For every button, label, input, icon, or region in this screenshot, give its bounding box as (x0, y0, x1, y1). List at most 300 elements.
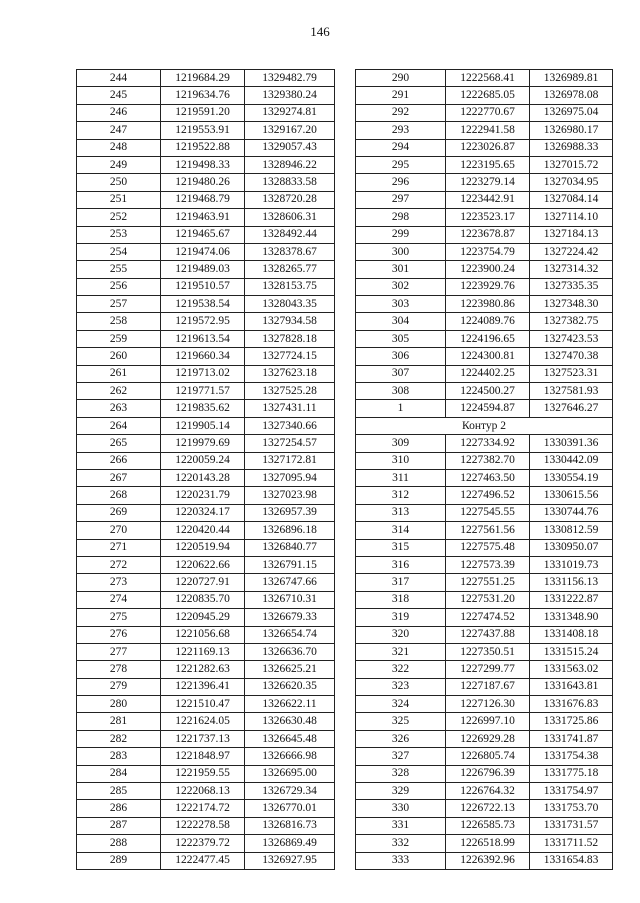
y-coordinate-cell: 1326729.34 (245, 783, 335, 800)
x-coordinate-cell: 1223026.87 (446, 139, 530, 156)
y-coordinate-cell: 1328492.44 (245, 226, 335, 243)
x-coordinate-cell: 1222278.58 (161, 817, 245, 834)
x-coordinate-cell: 1221510.47 (161, 696, 245, 713)
y-coordinate-cell: 1330950.07 (530, 539, 613, 556)
y-coordinate-cell: 1326630.48 (245, 713, 335, 730)
point-number-cell: 264 (77, 417, 161, 434)
x-coordinate-cell: 1219489.03 (161, 261, 245, 278)
point-number-cell: 315 (356, 539, 446, 556)
y-coordinate-cell: 1331711.52 (530, 835, 613, 852)
y-coordinate-cell: 1330744.76 (530, 504, 613, 521)
x-coordinate-cell: 1219522.88 (161, 139, 245, 156)
x-coordinate-cell: 1219835.62 (161, 400, 245, 417)
point-number-cell: 254 (77, 243, 161, 260)
point-number-cell: 284 (77, 765, 161, 782)
point-number-cell: 331 (356, 817, 446, 834)
x-coordinate-cell: 1226585.73 (446, 817, 530, 834)
table-row (77, 122, 335, 139)
point-number-cell: 251 (77, 191, 161, 208)
point-number-cell: 295 (356, 156, 446, 173)
x-coordinate-cell: 1227474.52 (446, 609, 530, 626)
point-number-cell: 298 (356, 209, 446, 226)
x-coordinate-cell: 1226722.13 (446, 800, 530, 817)
point-number-cell: 317 (356, 574, 446, 591)
y-coordinate-cell: 1328833.58 (245, 174, 335, 191)
table-row (77, 748, 335, 765)
table-row (77, 626, 335, 643)
y-coordinate-cell: 1328265.77 (245, 261, 335, 278)
table-row (77, 852, 335, 869)
table-row (356, 296, 613, 313)
y-coordinate-cell: 1331348.90 (530, 609, 613, 626)
y-coordinate-cell: 1327934.58 (245, 313, 335, 330)
x-coordinate-cell: 1219660.34 (161, 348, 245, 365)
table-row (356, 661, 613, 678)
table-row (356, 139, 613, 156)
y-coordinate-cell: 1329167.20 (245, 122, 335, 139)
table-row (356, 435, 613, 452)
point-number-cell: 309 (356, 435, 446, 452)
x-coordinate-cell: 1224089.76 (446, 313, 530, 330)
x-coordinate-cell: 1222770.67 (446, 104, 530, 121)
table-row (356, 174, 613, 191)
point-number-cell: 301 (356, 261, 446, 278)
table-row (77, 643, 335, 660)
table-row (356, 452, 613, 469)
table-row (356, 748, 613, 765)
x-coordinate-cell: 1226805.74 (446, 748, 530, 765)
table-row (356, 539, 613, 556)
table-row (77, 591, 335, 608)
point-number-cell: 293 (356, 122, 446, 139)
table-row (356, 330, 613, 347)
table-row (77, 800, 335, 817)
point-number-cell: 249 (77, 156, 161, 173)
table-row (77, 487, 335, 504)
y-coordinate-cell: 1326770.01 (245, 800, 335, 817)
x-coordinate-cell: 1221282.63 (161, 661, 245, 678)
y-coordinate-cell: 1330812.59 (530, 522, 613, 539)
table-row (356, 835, 613, 852)
table-row (356, 556, 613, 573)
y-coordinate-cell: 1326645.48 (245, 730, 335, 747)
table-row (77, 104, 335, 121)
table-row (77, 400, 335, 417)
point-number-cell: 268 (77, 487, 161, 504)
table-row (356, 156, 613, 173)
y-coordinate-cell: 1327431.11 (245, 400, 335, 417)
y-coordinate-cell: 1326980.17 (530, 122, 613, 139)
y-coordinate-cell: 1328946.22 (245, 156, 335, 173)
point-number-cell: 316 (356, 556, 446, 573)
y-coordinate-cell: 1326896.18 (245, 522, 335, 539)
x-coordinate-cell: 1219468.79 (161, 191, 245, 208)
x-coordinate-cell: 1227573.39 (446, 556, 530, 573)
table-row (356, 243, 613, 260)
x-coordinate-cell: 1227126.30 (446, 696, 530, 713)
x-coordinate-cell: 1219591.20 (161, 104, 245, 121)
table-row (356, 574, 613, 591)
point-number-cell: 313 (356, 504, 446, 521)
y-coordinate-cell: 1326622.11 (245, 696, 335, 713)
x-coordinate-cell: 1219572.95 (161, 313, 245, 330)
table-row (77, 574, 335, 591)
x-coordinate-cell: 1223523.17 (446, 209, 530, 226)
point-number-cell: 285 (77, 783, 161, 800)
x-coordinate-cell: 1227496.52 (446, 487, 530, 504)
table-row (77, 365, 335, 382)
point-number-cell: 278 (77, 661, 161, 678)
x-coordinate-cell: 1222477.45 (161, 852, 245, 869)
y-coordinate-cell: 1331754.97 (530, 783, 613, 800)
table-row (77, 278, 335, 295)
point-number-cell: 272 (77, 556, 161, 573)
point-number-cell: 250 (77, 174, 161, 191)
point-number-cell: 247 (77, 122, 161, 139)
y-coordinate-cell: 1331775.18 (530, 765, 613, 782)
y-coordinate-cell: 1331408.18 (530, 626, 613, 643)
y-coordinate-cell: 1326695.00 (245, 765, 335, 782)
table-row (77, 835, 335, 852)
point-number-cell: 330 (356, 800, 446, 817)
table-row (77, 435, 335, 452)
y-coordinate-cell: 1329274.81 (245, 104, 335, 121)
point-number-cell: 291 (356, 87, 446, 104)
point-number-cell: 270 (77, 522, 161, 539)
x-coordinate-cell: 1219905.14 (161, 417, 245, 434)
point-number-cell: 266 (77, 452, 161, 469)
point-number-cell: 279 (77, 678, 161, 695)
point-number-cell: 306 (356, 348, 446, 365)
table-row (356, 87, 613, 104)
point-number-cell: 265 (77, 435, 161, 452)
y-coordinate-cell: 1327523.31 (530, 365, 613, 382)
y-coordinate-cell: 1326636.70 (245, 643, 335, 660)
y-coordinate-cell: 1329482.79 (245, 70, 335, 87)
table-row (356, 730, 613, 747)
table-row (77, 469, 335, 486)
table-row (77, 730, 335, 747)
table-row (77, 609, 335, 626)
coordinates-table-right (355, 69, 613, 870)
point-number-cell: 333 (356, 852, 446, 869)
table-row (356, 609, 613, 626)
x-coordinate-cell: 1219498.33 (161, 156, 245, 173)
y-coordinate-cell: 1326989.81 (530, 70, 613, 87)
table-row (356, 313, 613, 330)
table-row (77, 539, 335, 556)
x-coordinate-cell: 1220622.66 (161, 556, 245, 573)
table-row (77, 556, 335, 573)
x-coordinate-cell: 1220727.91 (161, 574, 245, 591)
x-coordinate-cell: 1219465.67 (161, 226, 245, 243)
x-coordinate-cell: 1223754.79 (446, 243, 530, 260)
x-coordinate-cell: 1219684.29 (161, 70, 245, 87)
x-coordinate-cell: 1227299.77 (446, 661, 530, 678)
x-coordinate-cell: 1219771.57 (161, 383, 245, 400)
x-coordinate-cell: 1227463.50 (446, 469, 530, 486)
point-number-cell: 322 (356, 661, 446, 678)
point-number-cell: 287 (77, 817, 161, 834)
table-row (77, 383, 335, 400)
y-coordinate-cell: 1331741.87 (530, 730, 613, 747)
table-row (77, 661, 335, 678)
y-coordinate-cell: 1327172.81 (245, 452, 335, 469)
x-coordinate-cell: 1221624.05 (161, 713, 245, 730)
section-header-row (356, 417, 613, 434)
x-coordinate-cell: 1220143.28 (161, 469, 245, 486)
point-number-cell: 288 (77, 835, 161, 852)
x-coordinate-cell: 1223678.87 (446, 226, 530, 243)
x-coordinate-cell: 1224500.27 (446, 383, 530, 400)
y-coordinate-cell: 1326816.73 (245, 817, 335, 834)
point-number-cell: 329 (356, 783, 446, 800)
y-coordinate-cell: 1327623.18 (245, 365, 335, 382)
x-coordinate-cell: 1220945.29 (161, 609, 245, 626)
x-coordinate-cell: 1219510.57 (161, 278, 245, 295)
point-number-cell: 276 (77, 626, 161, 643)
table-row (356, 469, 613, 486)
table-row (356, 383, 613, 400)
table-row (356, 226, 613, 243)
table-row (77, 713, 335, 730)
x-coordinate-cell: 1224594.87 (446, 400, 530, 417)
point-number-cell: 253 (77, 226, 161, 243)
x-coordinate-cell: 1224196.65 (446, 330, 530, 347)
y-coordinate-cell: 1326710.31 (245, 591, 335, 608)
x-coordinate-cell: 1224300.81 (446, 348, 530, 365)
point-number-cell: 297 (356, 191, 446, 208)
table-row (77, 243, 335, 260)
y-coordinate-cell: 1326654.74 (245, 626, 335, 643)
x-coordinate-cell: 1219979.69 (161, 435, 245, 452)
point-number-cell: 1 (356, 400, 446, 417)
x-coordinate-cell: 1222379.72 (161, 835, 245, 852)
table-row (356, 643, 613, 660)
x-coordinate-cell: 1221848.97 (161, 748, 245, 765)
x-coordinate-cell: 1226929.28 (446, 730, 530, 747)
x-coordinate-cell: 1219474.06 (161, 243, 245, 260)
point-number-cell: 277 (77, 643, 161, 660)
point-number-cell: 290 (356, 70, 446, 87)
y-coordinate-cell: 1331019.73 (530, 556, 613, 573)
point-number-cell: 274 (77, 591, 161, 608)
point-number-cell: 321 (356, 643, 446, 660)
table-row (356, 765, 613, 782)
table-row (356, 278, 613, 295)
x-coordinate-cell: 1221396.41 (161, 678, 245, 695)
point-number-cell: 267 (77, 469, 161, 486)
point-number-cell: 269 (77, 504, 161, 521)
x-coordinate-cell: 1219463.91 (161, 209, 245, 226)
x-coordinate-cell: 1221737.13 (161, 730, 245, 747)
point-number-cell: 305 (356, 330, 446, 347)
coordinates-table-left (76, 69, 335, 870)
point-number-cell: 275 (77, 609, 161, 626)
y-coordinate-cell: 1331515.24 (530, 643, 613, 660)
y-coordinate-cell: 1331222.87 (530, 591, 613, 608)
point-number-cell: 271 (77, 539, 161, 556)
y-coordinate-cell: 1327382.75 (530, 313, 613, 330)
point-number-cell: 303 (356, 296, 446, 313)
x-coordinate-cell: 1226764.32 (446, 783, 530, 800)
y-coordinate-cell: 1326679.33 (245, 609, 335, 626)
point-number-cell: 262 (77, 383, 161, 400)
y-coordinate-cell: 1327348.30 (530, 296, 613, 313)
y-coordinate-cell: 1327335.35 (530, 278, 613, 295)
table-row (77, 452, 335, 469)
table-row (77, 70, 335, 87)
x-coordinate-cell: 1223195.65 (446, 156, 530, 173)
y-coordinate-cell: 1327340.66 (245, 417, 335, 434)
y-coordinate-cell: 1329057.43 (245, 139, 335, 156)
x-coordinate-cell: 1219634.76 (161, 87, 245, 104)
x-coordinate-cell: 1219538.54 (161, 296, 245, 313)
point-number-cell: 314 (356, 522, 446, 539)
table-row (77, 261, 335, 278)
y-coordinate-cell: 1327254.57 (245, 435, 335, 452)
point-number-cell: 332 (356, 835, 446, 852)
x-coordinate-cell: 1220059.24 (161, 452, 245, 469)
y-coordinate-cell: 1329380.24 (245, 87, 335, 104)
table-row (77, 87, 335, 104)
point-number-cell: 326 (356, 730, 446, 747)
y-coordinate-cell: 1327034.95 (530, 174, 613, 191)
table-row (356, 70, 613, 87)
point-number-cell: 310 (356, 452, 446, 469)
point-number-cell: 245 (77, 87, 161, 104)
point-number-cell: 263 (77, 400, 161, 417)
point-number-cell: 246 (77, 104, 161, 121)
y-coordinate-cell: 1326620.35 (245, 678, 335, 695)
point-number-cell: 320 (356, 626, 446, 643)
point-number-cell: 307 (356, 365, 446, 382)
table-row (356, 487, 613, 504)
point-number-cell: 304 (356, 313, 446, 330)
y-coordinate-cell: 1327224.42 (530, 243, 613, 260)
table-row (77, 696, 335, 713)
table-row (77, 330, 335, 347)
x-coordinate-cell: 1220231.79 (161, 487, 245, 504)
y-coordinate-cell: 1326791.15 (245, 556, 335, 573)
y-coordinate-cell: 1327184.13 (530, 226, 613, 243)
x-coordinate-cell: 1223900.24 (446, 261, 530, 278)
table-row (356, 522, 613, 539)
y-coordinate-cell: 1327525.28 (245, 383, 335, 400)
table-row (77, 174, 335, 191)
y-coordinate-cell: 1327095.94 (245, 469, 335, 486)
x-coordinate-cell: 1226518.99 (446, 835, 530, 852)
y-coordinate-cell: 1330554.19 (530, 469, 613, 486)
section-header-contour-2: Контур 2 (356, 417, 613, 434)
table-row (77, 417, 335, 434)
point-number-cell: 286 (77, 800, 161, 817)
point-number-cell: 328 (356, 765, 446, 782)
table-row (356, 713, 613, 730)
x-coordinate-cell: 1219480.26 (161, 174, 245, 191)
x-coordinate-cell: 1227561.56 (446, 522, 530, 539)
point-number-cell: 273 (77, 574, 161, 591)
y-coordinate-cell: 1331156.13 (530, 574, 613, 591)
y-coordinate-cell: 1328720.28 (245, 191, 335, 208)
x-coordinate-cell: 1227545.55 (446, 504, 530, 521)
y-coordinate-cell: 1326975.04 (530, 104, 613, 121)
x-coordinate-cell: 1222685.05 (446, 87, 530, 104)
y-coordinate-cell: 1330442.09 (530, 452, 613, 469)
x-coordinate-cell: 1226392.96 (446, 852, 530, 869)
point-number-cell: 282 (77, 730, 161, 747)
x-coordinate-cell: 1227575.48 (446, 539, 530, 556)
table-row (356, 696, 613, 713)
point-number-cell: 311 (356, 469, 446, 486)
table-row (77, 817, 335, 834)
x-coordinate-cell: 1224402.25 (446, 365, 530, 382)
point-number-cell: 252 (77, 209, 161, 226)
table-row (356, 783, 613, 800)
y-coordinate-cell: 1328606.31 (245, 209, 335, 226)
point-number-cell: 299 (356, 226, 446, 243)
table-row (356, 852, 613, 869)
x-coordinate-cell: 1221959.55 (161, 765, 245, 782)
point-number-cell: 280 (77, 696, 161, 713)
page-number: 146 (310, 24, 330, 39)
x-coordinate-cell: 1227551.25 (446, 574, 530, 591)
table-row (77, 191, 335, 208)
table-row (77, 348, 335, 365)
y-coordinate-cell: 1327015.72 (530, 156, 613, 173)
point-number-cell: 296 (356, 174, 446, 191)
y-coordinate-cell: 1331731.57 (530, 817, 613, 834)
y-coordinate-cell: 1331563.02 (530, 661, 613, 678)
x-coordinate-cell: 1227531.20 (446, 591, 530, 608)
table-row (77, 313, 335, 330)
table-row (77, 678, 335, 695)
y-coordinate-cell: 1326747.66 (245, 574, 335, 591)
point-number-cell: 308 (356, 383, 446, 400)
y-coordinate-cell: 1326957.39 (245, 504, 335, 521)
x-coordinate-cell: 1222174.72 (161, 800, 245, 817)
point-number-cell: 323 (356, 678, 446, 695)
table-row (77, 156, 335, 173)
point-number-cell: 300 (356, 243, 446, 260)
x-coordinate-cell: 1223980.86 (446, 296, 530, 313)
x-coordinate-cell: 1221056.68 (161, 626, 245, 643)
y-coordinate-cell: 1327423.53 (530, 330, 613, 347)
x-coordinate-cell: 1223279.14 (446, 174, 530, 191)
point-number-cell: 289 (77, 852, 161, 869)
y-coordinate-cell: 1327314.32 (530, 261, 613, 278)
table-row (356, 191, 613, 208)
y-coordinate-cell: 1326840.77 (245, 539, 335, 556)
point-number-cell: 283 (77, 748, 161, 765)
y-coordinate-cell: 1327828.18 (245, 330, 335, 347)
point-number-cell: 281 (77, 713, 161, 730)
y-coordinate-cell: 1326869.49 (245, 835, 335, 852)
table-row (356, 365, 613, 382)
table-row (356, 348, 613, 365)
table-row (356, 261, 613, 278)
table-row (77, 226, 335, 243)
x-coordinate-cell: 1220519.94 (161, 539, 245, 556)
y-coordinate-cell: 1326988.33 (530, 139, 613, 156)
table-row (356, 678, 613, 695)
y-coordinate-cell: 1327023.98 (245, 487, 335, 504)
table-row (356, 800, 613, 817)
y-coordinate-cell: 1331643.81 (530, 678, 613, 695)
table-row (356, 209, 613, 226)
y-coordinate-cell: 1331754.38 (530, 748, 613, 765)
point-number-cell: 294 (356, 139, 446, 156)
